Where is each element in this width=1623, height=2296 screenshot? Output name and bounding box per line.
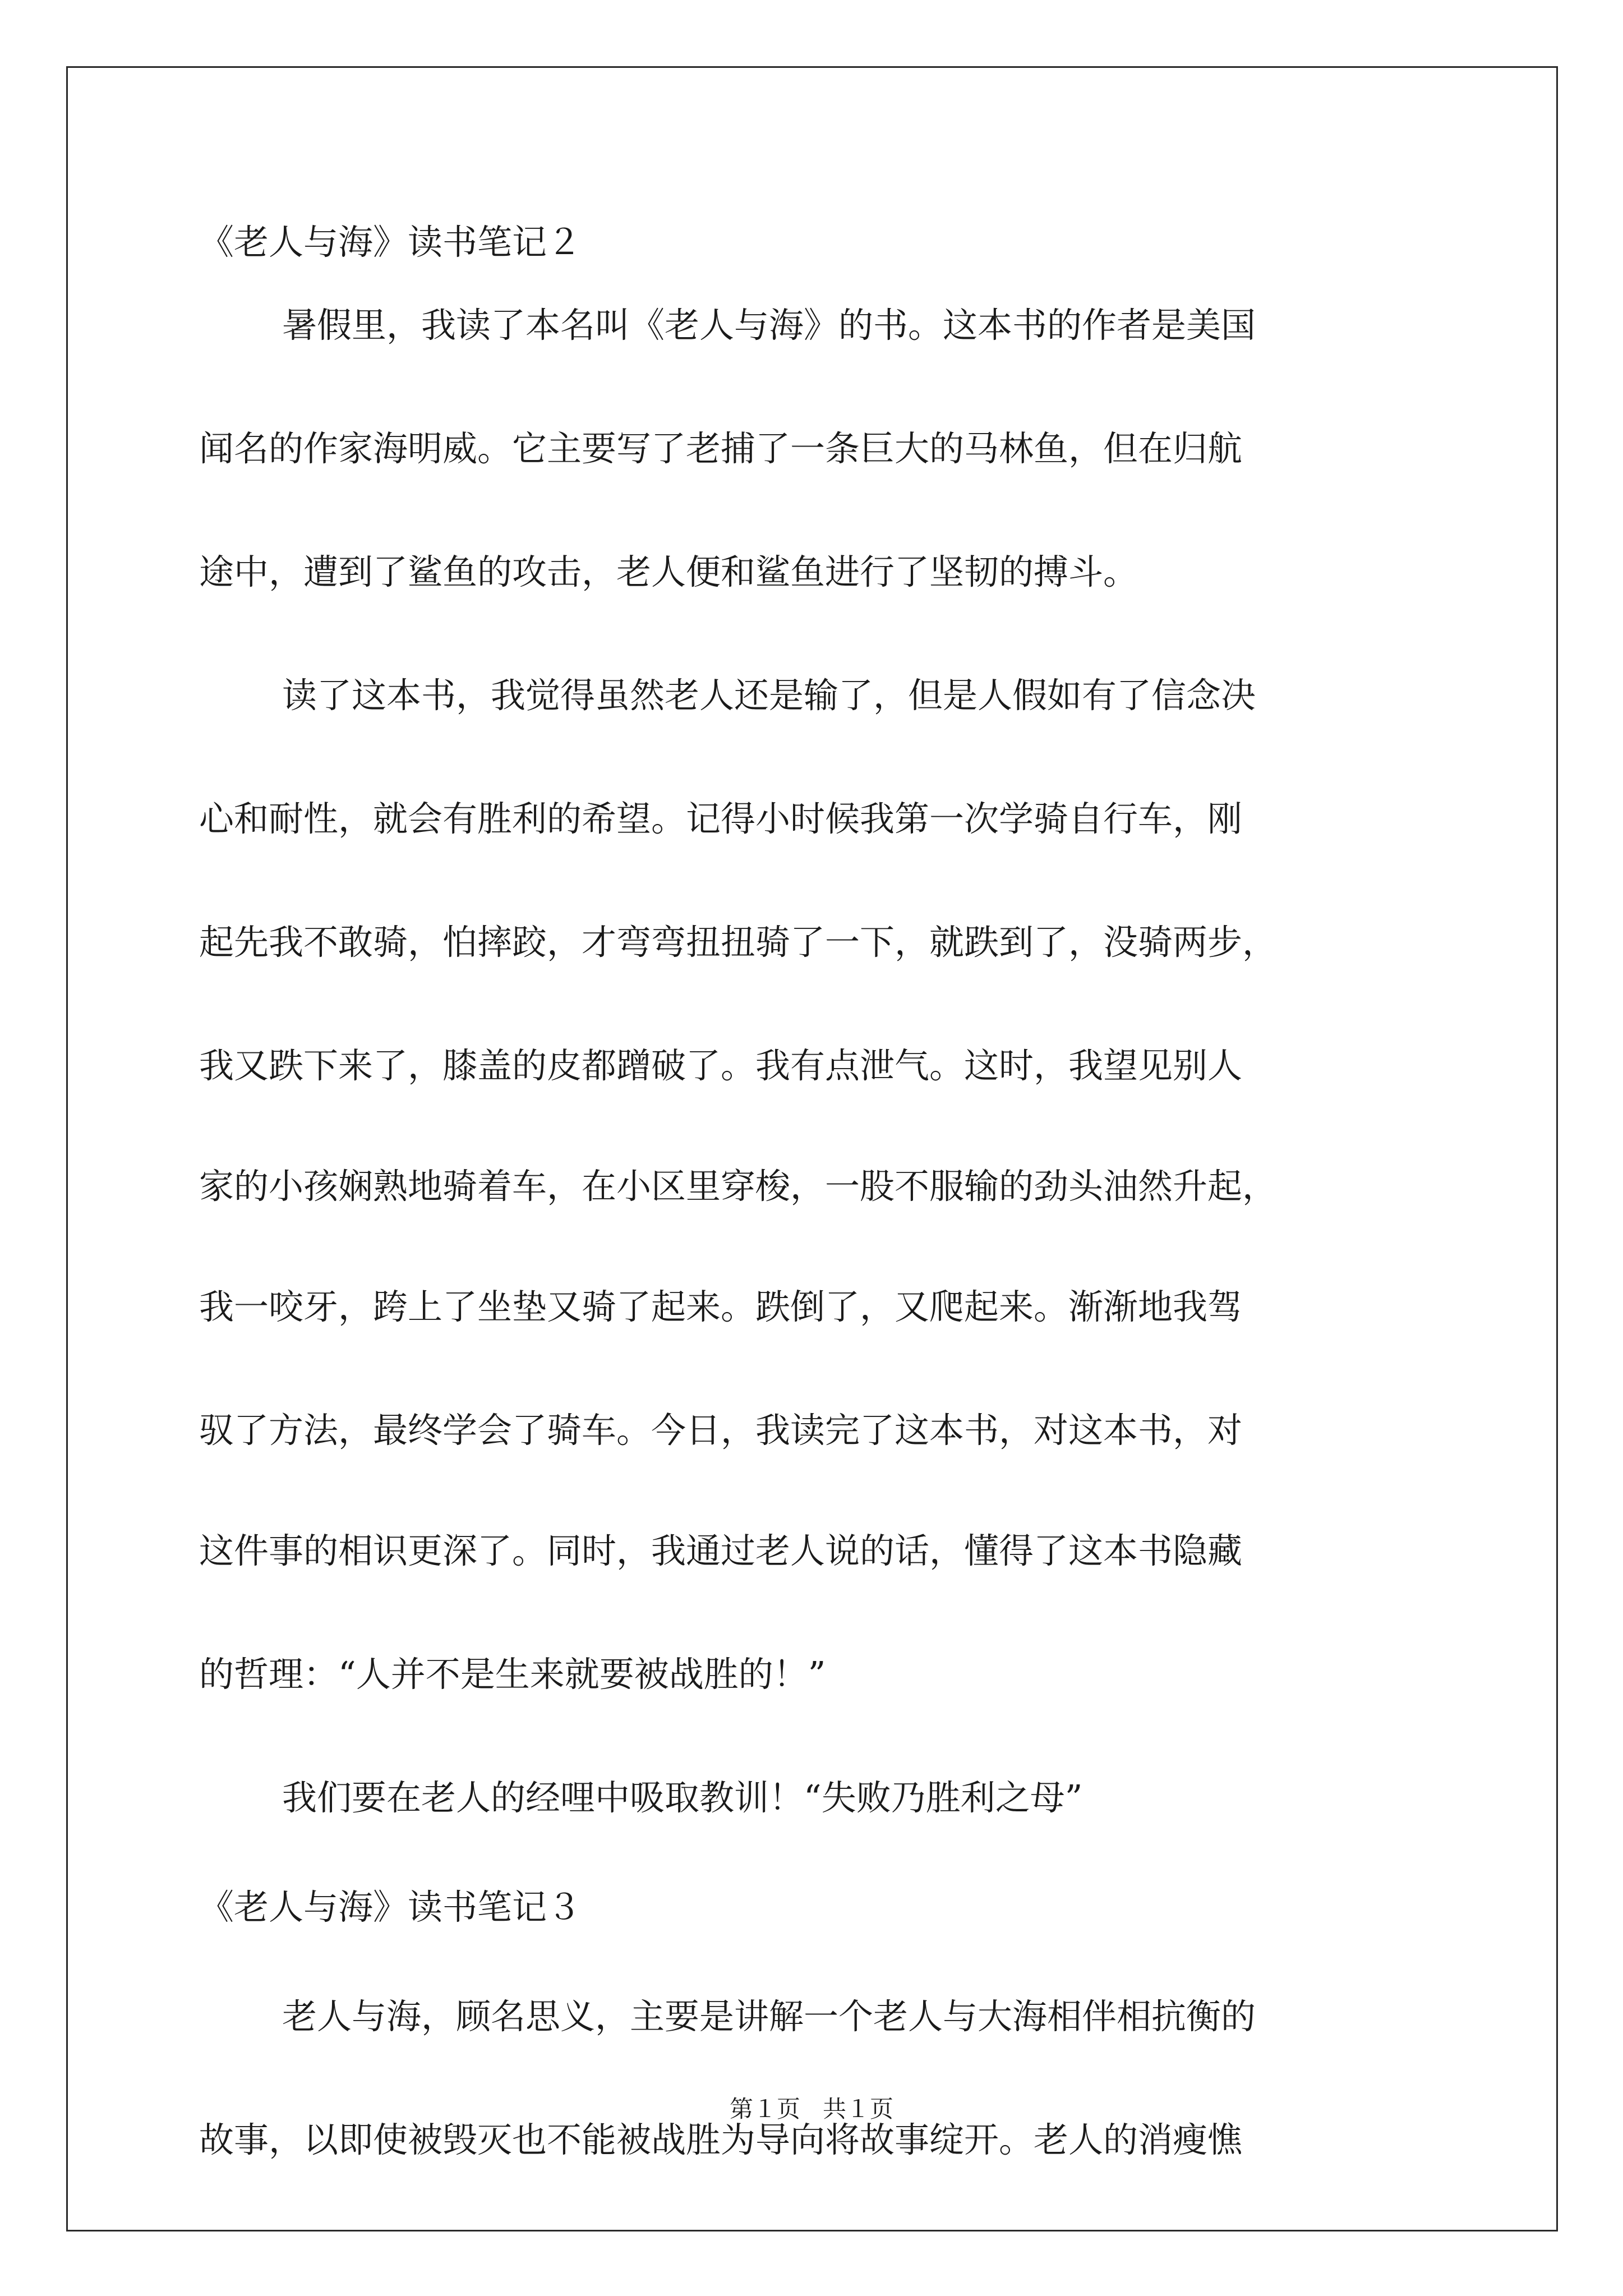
paragraph-line: 故事，以即使被毁灭也不能被战胜为导向将故事绽开。老人的消瘦憔	[199, 2119, 1243, 2160]
paragraph-line: 闻名的作家海明威。它主要写了老捕了一条巨大的马林鱼，但在归航	[199, 428, 1243, 469]
paragraph-line: 起先我不敢骑，怕摔跤，才弯弯扭扭骑了一下，就跌到了，没骑两步，	[199, 922, 1278, 963]
paragraph-line: 途中，遭到了鲨鱼的攻击，老人便和鲨鱼进行了坚韧的搏斗。	[199, 551, 1138, 592]
section-title: 《老人与海》读书笔记３	[199, 1887, 582, 1927]
section-title: 《老人与海》读书笔记２	[199, 222, 582, 263]
paragraph-line: 暑假里，我读了本名叫《老人与海》的书。这本书的作者是美国	[282, 305, 1256, 346]
paragraph-line: 老人与海，顾名思义，主要是讲解一个老人与大海相伴相抗衡的	[282, 1996, 1256, 2037]
paragraph-line: 的哲理：“人并不是生来就要被战胜的！”	[199, 1654, 826, 1695]
paragraph-line: 我们要在老人的经哩中吸取教训！“失败乃胜利之母”	[282, 1777, 1083, 1818]
paragraph-line: 这件事的相识更深了。同时，我通过老人说的话，懂得了这本书隐藏	[199, 1530, 1243, 1571]
paragraph-line: 驭了方法，最终学会了骑车。今日，我读完了这本书，对这本书，对	[199, 1410, 1243, 1451]
paragraph-line: 家的小孩娴熟地骑着车，在小区里穿梭，一股不服输的劲头油然升起，	[199, 1166, 1278, 1207]
paragraph-line: 读了这本书，我觉得虽然老人还是输了，但是人假如有了信念决	[282, 675, 1256, 716]
page-total: 共１页	[823, 2095, 894, 2123]
paragraph-line: 心和耐性，就会有胜利的希望。记得小时候我第一次学骑自行车，刚	[199, 798, 1243, 839]
page-number: 第１页	[729, 2095, 800, 2123]
paragraph-line: 我又跌下来了，膝盖的皮都蹭破了。我有点泄气。这时，我望见别人	[199, 1045, 1243, 1086]
paragraph-line: 我一咬牙，跨上了坐垫又骑了起来。跌倒了，又爬起来。渐渐地我驾	[199, 1286, 1243, 1327]
page-footer	[0, 2092, 1623, 2126]
